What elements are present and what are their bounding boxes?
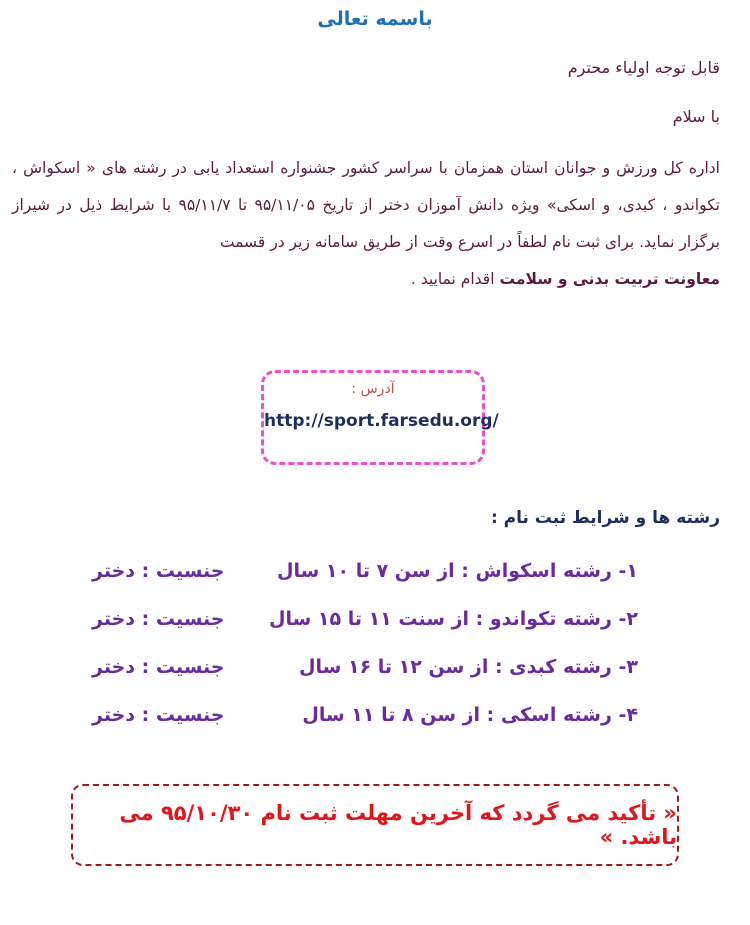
condition-course: ۳- رشته کبدی : از سن ۱۲ تا ۱۶ سال [299,656,638,678]
paragraph-main-text: اداره کل ورزش و جوانان استان همزمان با سراسر کشور جشنواره استعداد یابی در رشته های « اسکواش ، تکواندو ، کبدی، و اسکی» ویژه دانش آموزان دختر از تاریخ ۹۵/۱۱/۰۵ تا ۹۵/۱۱/۷ با شرایط ذیل در شیراز برگزار نماید. برای ثبت نام لطفاً در اسرع وقت از طریق سامانه زیر در قسمت [12,159,720,251]
condition-row [0,560,750,608]
salutation-line: با سلام [672,107,720,126]
page-title: باسمه تعالی [317,8,433,30]
address-link[interactable]: http://sport.farsedu.org/ [264,411,499,431]
condition-course: ۱- رشته اسکواش : از سن ۷ تا ۱۰ سال [276,560,638,582]
address-label: آدرس : [351,381,395,397]
condition-course: ۴- رشته اسکی : از سن ۸ تا ۱۱ سال [302,704,638,726]
address-box [261,370,499,465]
condition-row [0,656,750,704]
deadline-note: « تأکید می گردد که آخرین مهلت ثبت نام ۹۵/۱۰/۳۰ می باشد. » [119,801,677,849]
condition-gender: جنسیت : دختر [92,704,225,726]
condition-gender: جنسیت : دختر [92,560,225,582]
condition-gender: جنسیت : دختر [92,608,225,630]
condition-course: ۲- رشته تکواندو : از سنت ۱۱ تا ۱۵ سال [268,608,638,630]
condition-gender: جنسیت : دختر [92,656,225,678]
condition-row [0,704,750,752]
paragraph-ending-text: اقدام نمایید . [410,270,500,288]
condition-row [0,608,750,656]
conditions-list [0,560,750,752]
greeting-line: قابل توجه اولیاء محترم [567,58,720,77]
conditions-title: رشته ها و شرایط ثبت نام : [490,508,720,528]
announcement-paragraph [12,150,720,298]
paragraph-bold-text: معاونت تربیت بدنی و سلامت [499,270,720,288]
deadline-note-box [71,784,679,866]
